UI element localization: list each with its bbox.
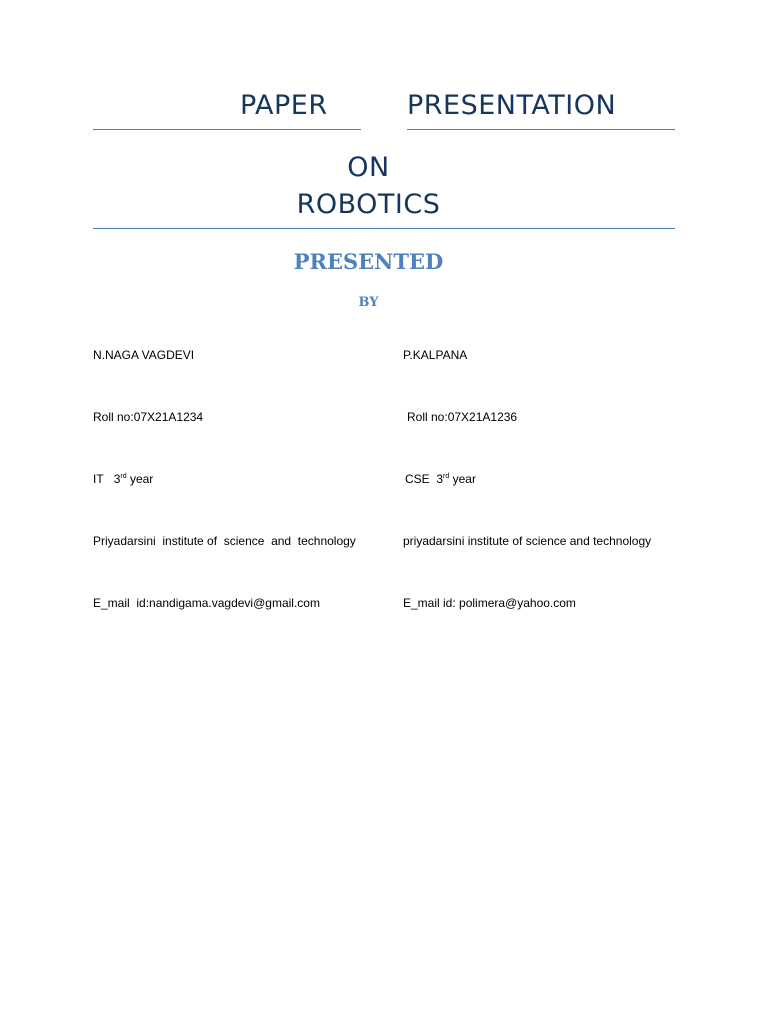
- presenter-1-email: E_mail id:nandigama.vagdevi@gmail.com: [93, 596, 320, 610]
- title-word-presentation: PRESENTATION: [407, 90, 617, 121]
- presenter-1-year-number: 3: [113, 472, 121, 486]
- presenter-2-year-number: 3: [436, 472, 444, 486]
- presenter-2-dept: CSE: [405, 472, 430, 486]
- title-word-paper: PAPER: [240, 90, 328, 121]
- presenter-1-roll: Roll no:07X21A1234: [93, 410, 204, 424]
- presenter-2-email: E_mail id: polimera@yahoo.com: [403, 596, 576, 610]
- presenter-2-year-word: year: [452, 472, 476, 486]
- subtitle-on: ON: [347, 152, 390, 183]
- subtitle-robotics: ROBOTICS: [296, 189, 441, 220]
- presented-heading: PRESENTED: [293, 249, 444, 274]
- presenter-2-institute: priyadarsini institute of science and technology: [403, 534, 652, 548]
- presenter-1-institute: Priyadarsini institute of science and technology: [93, 534, 356, 548]
- presenter-1-name: N.NAGA VAGDEVI: [93, 348, 195, 362]
- subtitle-rule: [93, 228, 675, 229]
- by-heading: BY: [358, 295, 379, 310]
- presenter-1-year-word: year: [129, 472, 154, 486]
- presenter-1-dept: IT: [93, 472, 104, 486]
- title-rule-left: [93, 129, 361, 130]
- presenter-2-year-suffix: rd: [443, 473, 450, 480]
- presenter-1-year: [93, 472, 153, 486]
- presenter-2-year: [405, 472, 476, 486]
- title-rule-right: [407, 129, 675, 130]
- presenter-2-roll: Roll no:07X21A1236: [407, 410, 518, 424]
- presenter-2-name: P.KALPANA: [403, 348, 468, 362]
- presenter-1-year-suffix: rd: [120, 473, 127, 480]
